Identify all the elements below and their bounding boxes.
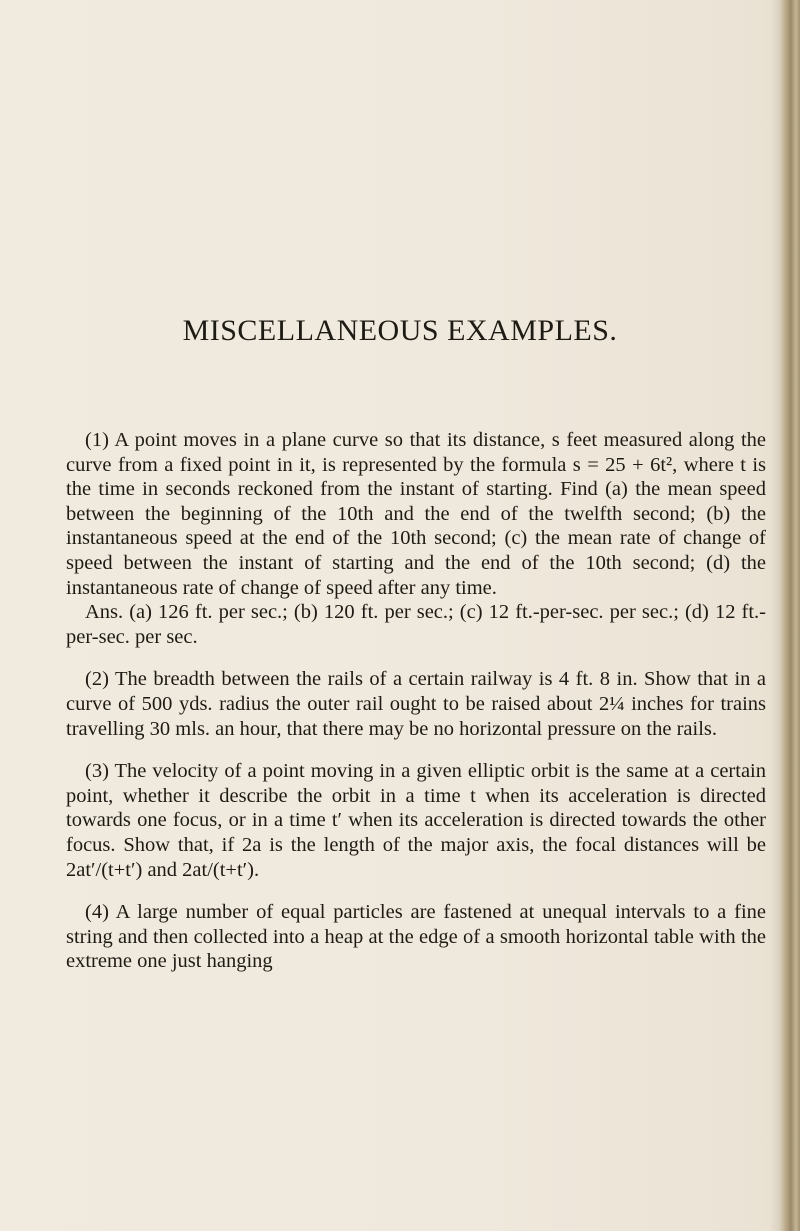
page-edge bbox=[780, 0, 800, 1231]
example-1-answer: Ans. (a) 126 ft. per sec.; (b) 120 ft. per sec.; (c) 12 ft.-per-sec. per sec.; (d) 12 ft.-per-sec. per sec. bbox=[66, 601, 766, 648]
examples-body bbox=[66, 428, 766, 974]
example-3-text: (3) The velocity of a point moving in a given elliptic orbit is the same at a certain point, whether it describe the orbit in a time t when its acceleration is directed towards one focus, or in a time t′ when its acceleration is directed towards the other focus. Show that, if 2a is the length of the major axis, the focal distances will be 2at′/(t+t′) and 2at/(t+t′). bbox=[66, 760, 766, 881]
page-title: MISCELLANEOUS EXAMPLES. bbox=[182, 314, 618, 347]
example-1 bbox=[66, 428, 766, 649]
example-3 bbox=[66, 759, 766, 882]
page-gutter-shadow bbox=[770, 0, 780, 1231]
example-4 bbox=[66, 900, 766, 974]
example-2-text: (2) The breadth between the rails of a certain railway is 4 ft. 8 in. Show that in a curve of 500 yds. radius the outer rail ought to be raised about 2¼ inches for trains travelling 30 mls. an hour, that there may be no horizontal pressure on the rails. bbox=[66, 668, 766, 740]
example-4-text: (4) A large number of equal particles are fastened at unequal intervals to a fine string and then collected into a heap at the edge of a smooth horizontal table with the extreme one just hanging bbox=[66, 901, 766, 973]
example-2 bbox=[66, 667, 766, 741]
example-1-text: (1) A point moves in a plane curve so that its distance, s feet measured along the curve from a fixed point in it, is represented by the formula s = 25 + 6t², where t is the time in seconds reckoned from the instant of starting. Find (a) the mean speed between the beginning of the 10th and the end of the twelfth second; (b) the instantaneous speed at the end of the 10th second; (c) the mean rate of change of speed between the instant of starting and the end of the 10th second; (d) the instantaneous rate of change of speed after any time. bbox=[66, 429, 766, 599]
